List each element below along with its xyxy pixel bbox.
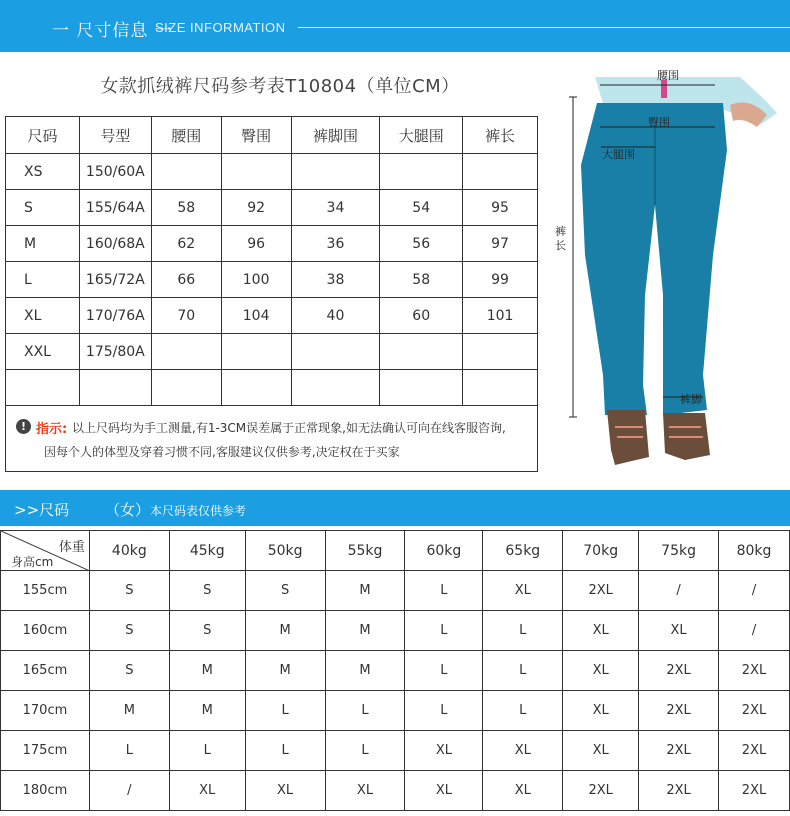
corner-cell [1, 531, 90, 571]
size-cell: S [89, 571, 169, 611]
size-cell: XL [483, 571, 563, 611]
banner-title-en: SIZE INFORMATION [155, 20, 286, 35]
header-cell: 尺码 [6, 117, 80, 154]
size-cell: XL [483, 771, 563, 811]
table-row [1, 651, 790, 691]
size-cell: S [169, 571, 245, 611]
size-cell: M [89, 691, 169, 731]
value-cell [291, 370, 380, 406]
value-cell: 96 [221, 226, 291, 262]
value-cell: 34 [291, 190, 380, 226]
size-cell: XS [6, 154, 80, 190]
height-axis-label: 身高cm [11, 555, 54, 569]
size-cell: XL [405, 771, 483, 811]
value-cell [291, 154, 380, 190]
value-cell [380, 370, 463, 406]
header-cell: 裤脚围 [291, 117, 380, 154]
size-cell: / [719, 611, 790, 651]
size-cell: S [89, 651, 169, 691]
model-cell: 150/60A [79, 154, 151, 190]
size-cell: M [245, 611, 325, 651]
size-cell: 2XL [719, 731, 790, 771]
value-cell [463, 334, 538, 370]
weight-header: 80kg [719, 531, 790, 571]
weight-header: 55kg [325, 531, 405, 571]
size-cell: XL [6, 298, 80, 334]
size-cell: / [89, 771, 169, 811]
value-cell [221, 334, 291, 370]
pants-size-table [5, 116, 538, 406]
value-cell: 70 [151, 298, 221, 334]
size-cell: XL [483, 731, 563, 771]
value-cell [151, 370, 221, 406]
size-cell: S [89, 611, 169, 651]
table-row [1, 571, 790, 611]
value-cell [151, 334, 221, 370]
size-cell: 2XL [639, 691, 719, 731]
value-cell: 36 [291, 226, 380, 262]
height-cell: 165cm [1, 651, 90, 691]
value-cell: 104 [221, 298, 291, 334]
size-cell: L [405, 611, 483, 651]
table-row [6, 226, 538, 262]
height-weight-size-table [0, 530, 790, 811]
height-cell: 175cm [1, 731, 90, 771]
model-cell: 175/80A [79, 334, 151, 370]
size-cell: L [325, 691, 405, 731]
size-cell: 2XL [639, 731, 719, 771]
height-cell: 155cm [1, 571, 90, 611]
size-guide-banner [0, 490, 790, 526]
size-cell: L [483, 611, 563, 651]
header-cell: 臀围 [221, 117, 291, 154]
size-cell: M [325, 651, 405, 691]
weight-header: 40kg [89, 531, 169, 571]
size-cell: XL [245, 771, 325, 811]
size-guide-gender: （女） [105, 501, 151, 519]
size-guide-title: >>尺码 [14, 501, 70, 519]
size-cell: 2XL [719, 771, 790, 811]
size-cell: 2XL [639, 651, 719, 691]
size-cell: L [169, 731, 245, 771]
size-cell: XL [563, 651, 639, 691]
height-cell: 160cm [1, 611, 90, 651]
table-row [1, 611, 790, 651]
size-cell: XL [563, 691, 639, 731]
measurement-note [5, 405, 538, 472]
value-cell [463, 154, 538, 190]
size-cell: M [325, 611, 405, 651]
weight-axis-label: 体重 [58, 540, 85, 555]
weight-header: 70kg [563, 531, 639, 571]
size-chart-title: 女款抓绒裤尺码参考表T10804（单位CM） [100, 76, 460, 97]
table-row [1, 691, 790, 731]
value-cell: 54 [380, 190, 463, 226]
size-cell: M [245, 651, 325, 691]
size-cell: L [245, 731, 325, 771]
banner-rule [298, 27, 790, 28]
size-cell: S [6, 190, 80, 226]
size-cell: 2XL [639, 771, 719, 811]
length-label-2: 长 [555, 239, 566, 252]
size-cell: L [405, 691, 483, 731]
table-row [6, 370, 538, 406]
value-cell: 101 [463, 298, 538, 334]
size-cell: M [325, 571, 405, 611]
value-cell [221, 154, 291, 190]
length-label-1: 裤 [555, 225, 566, 238]
value-cell: 100 [221, 262, 291, 298]
header-cell: 号型 [79, 117, 151, 154]
size-cell: L [405, 571, 483, 611]
size-cell: 2XL [719, 651, 790, 691]
value-cell: 66 [151, 262, 221, 298]
size-cell: S [169, 611, 245, 651]
header-cell: 大腿围 [380, 117, 463, 154]
size-cell: XXL [6, 334, 80, 370]
size-cell: L [483, 691, 563, 731]
table-row [6, 334, 538, 370]
pants-measurement-illustration [545, 55, 790, 485]
value-cell: 40 [291, 298, 380, 334]
table-header-row [6, 117, 538, 154]
value-cell: 97 [463, 226, 538, 262]
size-cell: XL [563, 731, 639, 771]
size-cell: / [639, 571, 719, 611]
value-cell [463, 370, 538, 406]
value-cell: 38 [291, 262, 380, 298]
header-cell: 裤长 [463, 117, 538, 154]
note-line-1: 以上尺码均为手工测量,有1-3CM误差属于正常现象,如无法确认可向在线客服咨询, [72, 421, 506, 435]
value-cell [380, 154, 463, 190]
thigh-label: 大腿围 [602, 148, 635, 161]
size-cell: M [169, 691, 245, 731]
size-cell: L [483, 651, 563, 691]
weight-header: 75kg [639, 531, 719, 571]
size-cell: M [6, 226, 80, 262]
size-cell: XL [639, 611, 719, 651]
hem-label: 裤脚 [680, 393, 702, 406]
value-cell [380, 334, 463, 370]
height-cell: 180cm [1, 771, 90, 811]
size-info-banner [0, 0, 790, 52]
header-cell: 腰围 [151, 117, 221, 154]
size-cell: L [6, 262, 80, 298]
size-cell: XL [405, 731, 483, 771]
value-cell: 56 [380, 226, 463, 262]
size-cell: XL [325, 771, 405, 811]
size-cell: / [719, 571, 790, 611]
table-row [1, 731, 790, 771]
weight-header: 60kg [405, 531, 483, 571]
model-cell: 160/68A [79, 226, 151, 262]
table-header-row [1, 531, 790, 571]
size-cell: XL [563, 611, 639, 651]
model-cell: 155/64A [79, 190, 151, 226]
hip-label: 臀围 [648, 116, 670, 129]
size-cell: S [245, 571, 325, 611]
value-cell: 62 [151, 226, 221, 262]
value-cell: 58 [151, 190, 221, 226]
table-row [6, 154, 538, 190]
model-cell: 165/72A [79, 262, 151, 298]
value-cell: 58 [380, 262, 463, 298]
table-row [6, 262, 538, 298]
table-row [6, 298, 538, 334]
value-cell: 95 [463, 190, 538, 226]
note-label: 指示: [36, 422, 68, 437]
note-line-2: 因每个人的体型及穿着习惯不同,客服建议仅供参考,决定权在于买家 [44, 445, 400, 459]
table-row [1, 771, 790, 811]
size-cell: L [325, 731, 405, 771]
size-cell: M [169, 651, 245, 691]
value-cell: 99 [463, 262, 538, 298]
size-cell: 2XL [563, 771, 639, 811]
size-cell: L [245, 691, 325, 731]
model-cell [79, 370, 151, 406]
weight-header: 50kg [245, 531, 325, 571]
size-cell: L [89, 731, 169, 771]
weight-header: 45kg [169, 531, 245, 571]
value-cell: 92 [221, 190, 291, 226]
waist-label: 腰围 [657, 69, 679, 82]
value-cell [151, 154, 221, 190]
size-cell: 2XL [563, 571, 639, 611]
weight-header: 65kg [483, 531, 563, 571]
table-row [6, 190, 538, 226]
size-cell: L [405, 651, 483, 691]
banner-title-cn: 一 尺寸信息 一 [52, 21, 173, 41]
model-cell: 170/76A [79, 298, 151, 334]
info-icon: ! [16, 419, 31, 434]
size-cell: XL [169, 771, 245, 811]
size-cell [6, 370, 80, 406]
size-cell: 2XL [719, 691, 790, 731]
height-cell: 170cm [1, 691, 90, 731]
size-guide-note: 本尺码表仅供参考 [150, 504, 247, 518]
value-cell: 60 [380, 298, 463, 334]
value-cell [291, 334, 380, 370]
value-cell [221, 370, 291, 406]
